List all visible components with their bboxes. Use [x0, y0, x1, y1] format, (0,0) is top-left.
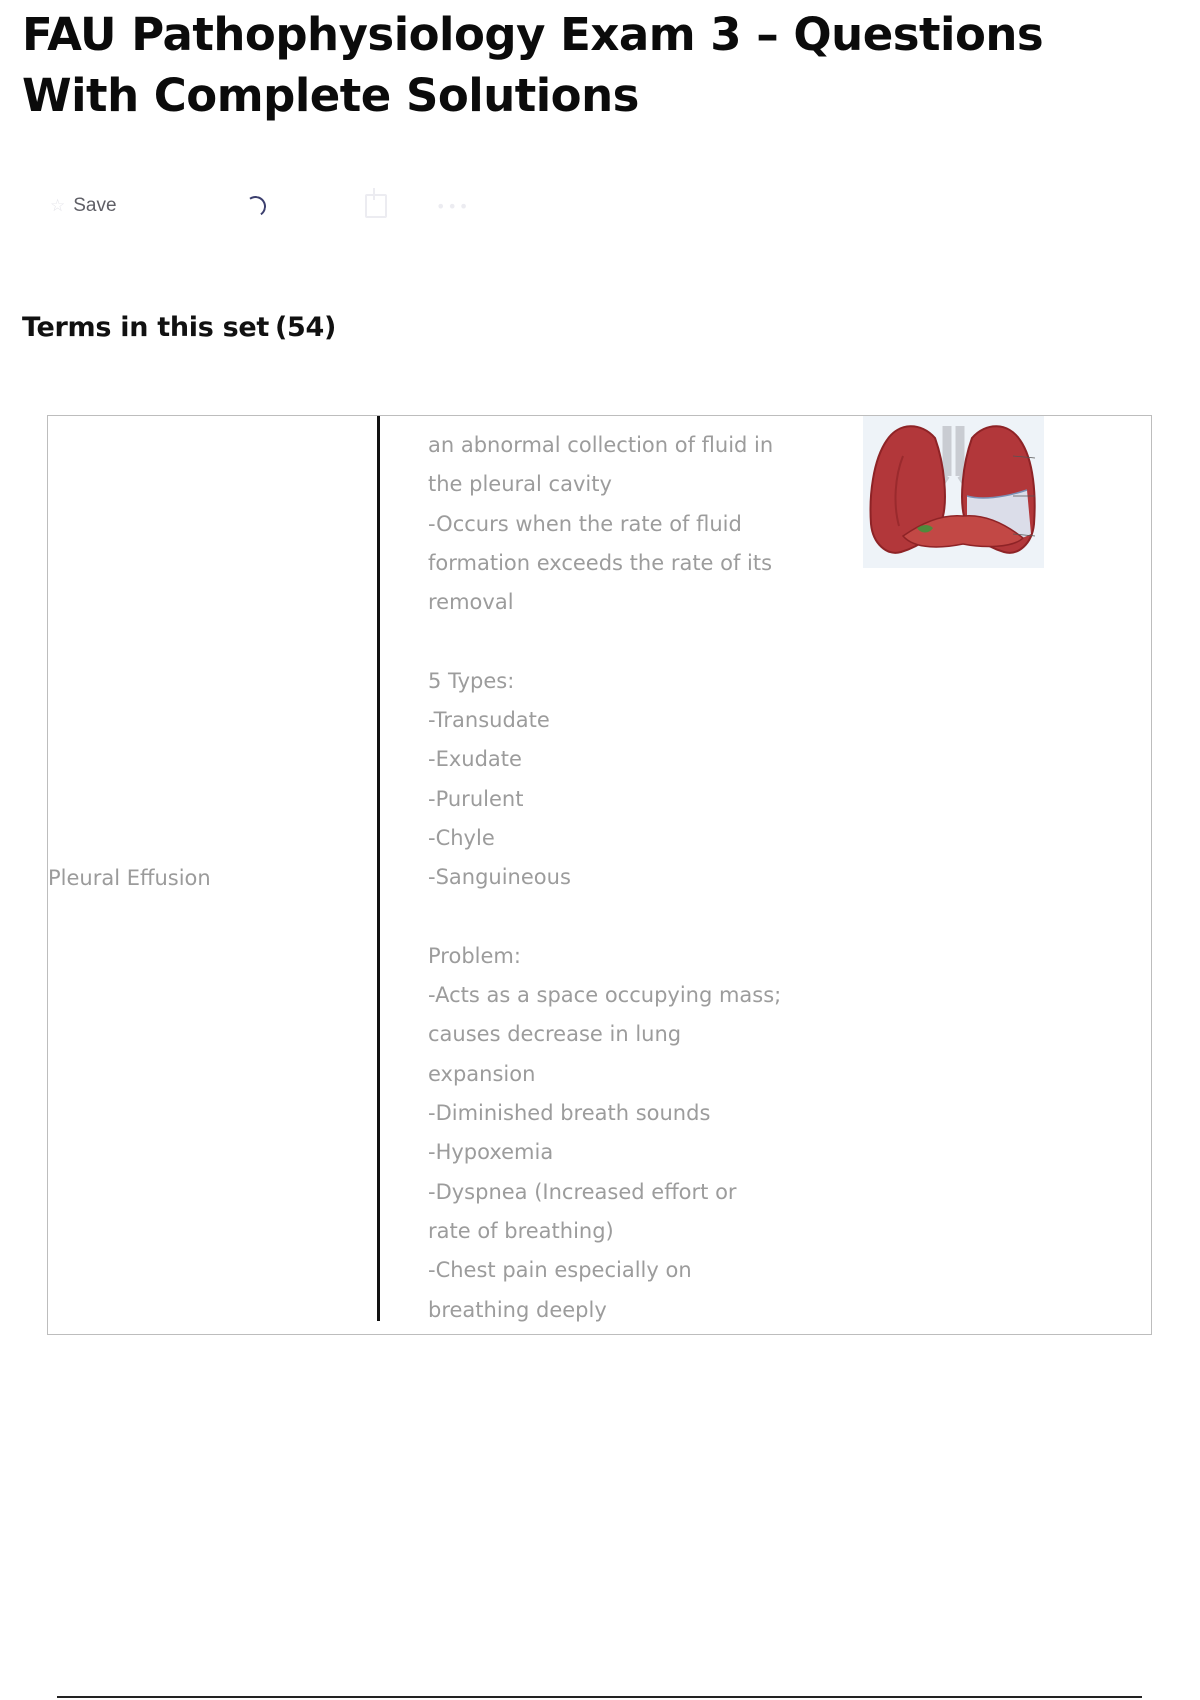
definition-line: -Hypoxemia: [428, 1140, 554, 1165]
term-cell: [48, 416, 379, 1334]
star-icon: ☆: [50, 196, 66, 216]
save-button[interactable]: [50, 188, 117, 224]
page-title: FAU Pathophysiology Exam 3 – Questions With Complete Solutions: [22, 8, 1044, 122]
terms-count: (54): [274, 312, 337, 343]
definition-line: -Dyspnea (Increased effort or: [428, 1179, 737, 1204]
definition-line: 5 Types:: [428, 668, 515, 693]
definition-line: -Chest pain especially on: [428, 1258, 692, 1283]
save-label: Save: [73, 195, 117, 216]
definition-line: rate of breathing): [428, 1218, 614, 1243]
definition-line: formation exceeds the rate of its: [428, 550, 773, 575]
definition-line: -Chyle: [428, 825, 495, 850]
definition-text: [428, 426, 868, 1330]
definition-line: removal: [428, 590, 514, 615]
term-card[interactable]: [47, 415, 1152, 1335]
more-icon: •••: [436, 196, 471, 216]
definition-line: -Diminished breath sounds: [428, 1101, 711, 1126]
definition-line: -Sanguineous: [428, 865, 571, 890]
definition-spacer: [428, 898, 868, 937]
definition-line: an abnormal collection of fluid in: [428, 433, 774, 457]
loading-indicator: [245, 188, 266, 224]
lung-diagram-image: [863, 416, 1044, 568]
bottom-divider: [57, 1696, 1142, 1698]
definition-line: expansion: [428, 1061, 536, 1086]
terms-heading-label: Terms in this set: [22, 312, 269, 343]
share-icon: [365, 194, 387, 218]
definition-line: breathing deeply: [428, 1297, 607, 1322]
definition-line: -Acts as a space occupying mass;: [428, 983, 782, 1008]
definition-line: -Purulent: [428, 786, 524, 811]
card-divider: [377, 416, 380, 1321]
definition-spacer: [428, 622, 868, 661]
more-options-button[interactable]: [436, 188, 470, 224]
term-text: Pleural Effusion: [48, 866, 211, 890]
definition-line: causes decrease in lung: [428, 1022, 682, 1047]
definition-line: -Exudate: [428, 747, 522, 772]
terms-heading: [22, 312, 336, 343]
definition-line: -Transudate: [428, 708, 550, 733]
share-button[interactable]: [365, 188, 387, 224]
set-toolbar: [50, 188, 490, 224]
definition-line: the pleural cavity: [428, 472, 612, 497]
definition-line: -Occurs when the rate of fluid: [428, 511, 742, 536]
spinner-icon: [243, 194, 267, 218]
definition-line: Problem:: [428, 943, 521, 968]
